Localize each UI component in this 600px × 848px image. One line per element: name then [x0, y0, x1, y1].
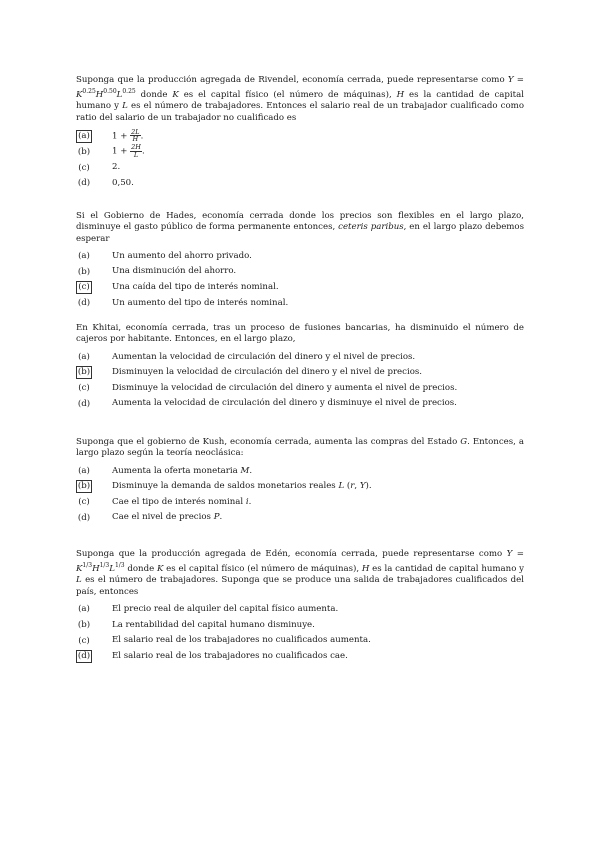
stem-text: Suponga que la producción agregada de Rivendel, economía cerrada, puede representarse como $Y = K^{0.25}H^{0.50}L^{0.25}$ donde K es el capital físico (el número de máquinas), H es la cantidad de capital humano y L es el número de trabajadores. Entonces el salario real de un trabajador cualificado como ratio del salario de un trabajador no cualificado es: [76, 75, 524, 123]
option-text: El precio real de alquiler del capital físico aumenta.: [112, 604, 339, 615]
option-c[interactable]: [76, 381, 524, 397]
option-letter: (c): [78, 497, 90, 508]
option-a[interactable]: [76, 249, 524, 265]
option-letter: (c): [78, 635, 90, 646]
option-a[interactable]: [76, 350, 524, 366]
option-text: Un aumento del tipo de interés nominal.: [112, 297, 289, 308]
question-1: [76, 75, 524, 191]
question-5: [76, 549, 524, 664]
options-list: [76, 350, 524, 412]
option-letter: (d): [77, 512, 91, 523]
option-letter: (a): [78, 465, 90, 476]
option-text: Disminuyen la velocidad de circulación del dinero y el nivel de precios.: [112, 367, 423, 378]
option-d[interactable]: [76, 510, 524, 526]
question-stem: [76, 437, 524, 460]
options-list: [76, 464, 524, 526]
option-c[interactable]: [76, 495, 524, 511]
option-letter: (a): [78, 604, 90, 615]
option-text: Un aumento del ahorro privado.: [112, 250, 252, 261]
option-text: Aumenta la oferta monetaria M.: [112, 465, 253, 476]
option-text: Cae el tipo de interés nominal i.: [112, 496, 252, 507]
option-letter: (b): [77, 481, 91, 492]
option-letter: (c): [78, 383, 90, 394]
option-letter: (b): [77, 619, 91, 630]
option-text: 2.: [112, 162, 121, 173]
option-letter: (a): [76, 130, 92, 143]
question-stem: [76, 549, 524, 598]
option-letter: (a): [78, 351, 90, 362]
option-letter: (c): [78, 162, 90, 173]
stem-text: Si el Gobierno de Hades, economía cerrada donde los precios son flexibles en el largo plazo, disminuye el gasto público de forma permanente entonces, ceteris paribus, en el largo plazo debemos esperar: [76, 211, 525, 244]
question-3: [76, 323, 524, 412]
option-c[interactable]: [76, 280, 524, 296]
option-text: 0,50.: [112, 177, 134, 188]
option-letter: (d): [77, 178, 91, 189]
option-text: El salario real de los trabajadores no cualificados cae.: [112, 650, 348, 661]
option-text: Disminuye la demanda de saldos monetarios reales L (r, Y).: [112, 481, 372, 492]
option-text: 1 + $\frac{2L}{H}$ .: [112, 127, 144, 144]
stem-text: Suponga que la producción agregada de Edén, economía cerrada, puede representarse como $Y = K^{1/3}H^{1/3}L^{1/3}$ donde K es el capital físico (el número de máquinas), H es la cantidad de capital humano y L es el número de trabajadores. Suponga que se produce una salida de trabajadores cualificados del país, entonces: [76, 549, 525, 597]
option-text: Una disminución del ahorro.: [112, 266, 237, 277]
question-stem: [76, 211, 524, 245]
options-list: [76, 602, 524, 664]
option-b[interactable]: [76, 618, 524, 634]
option-text: Aumenta la velocidad de circulación del dinero y disminuye el nivel de precios.: [112, 398, 457, 409]
option-d[interactable]: [76, 396, 524, 412]
options-list: [76, 249, 524, 311]
stem-text: En Khitai, economía cerrada, tras un proceso de fusiones bancarias, ha disminuido el número de cajeros por habitante. Entonces, en el largo plazo,: [76, 323, 524, 345]
option-c[interactable]: [76, 633, 524, 649]
option-letter: (b): [77, 146, 91, 157]
option-text: Aumentan la velocidad de circulación del dinero y el nivel de precios.: [112, 351, 416, 362]
question-2: [76, 211, 524, 311]
option-text: 1 + $\frac{2H}{L}$ .: [112, 143, 145, 159]
option-letter: (c): [76, 281, 92, 294]
option-a[interactable]: [76, 129, 524, 145]
option-letter: (d): [77, 398, 91, 409]
option-text: Una caída del tipo de interés nominal.: [112, 282, 279, 293]
option-letter: (d): [77, 651, 91, 662]
option-d[interactable]: [76, 296, 524, 312]
question-stem: [76, 323, 524, 346]
options-list: [76, 129, 524, 191]
option-b[interactable]: [76, 264, 524, 280]
option-letter: (b): [77, 367, 91, 378]
option-text: El salario real de los trabajadores no cualificados aumenta.: [112, 635, 371, 646]
option-letter: (b): [77, 266, 91, 277]
option-d[interactable]: [76, 649, 524, 665]
option-text: Cae el nivel de precios P.: [112, 512, 223, 523]
option-text: Disminuye la velocidad de circulación del dinero y aumenta el nivel de precios.: [112, 382, 458, 393]
option-c[interactable]: [76, 160, 524, 176]
option-b[interactable]: [76, 145, 524, 161]
stem-text: Suponga que el gobierno de Kush, economía cerrada, aumenta las compras del Estado G. Entonces, a largo plazo según la teoría neoclásica:: [76, 437, 524, 459]
option-letter: (d): [77, 297, 91, 308]
option-a[interactable]: [76, 602, 524, 618]
option-d[interactable]: [76, 176, 524, 192]
option-text: La rentabilidad del capital humano disminuye.: [112, 619, 315, 630]
question-4: [76, 437, 524, 526]
option-b[interactable]: [76, 479, 524, 495]
question-stem: [76, 75, 524, 124]
option-letter: (a): [78, 251, 90, 262]
option-a[interactable]: [76, 464, 524, 480]
option-b[interactable]: [76, 365, 524, 381]
